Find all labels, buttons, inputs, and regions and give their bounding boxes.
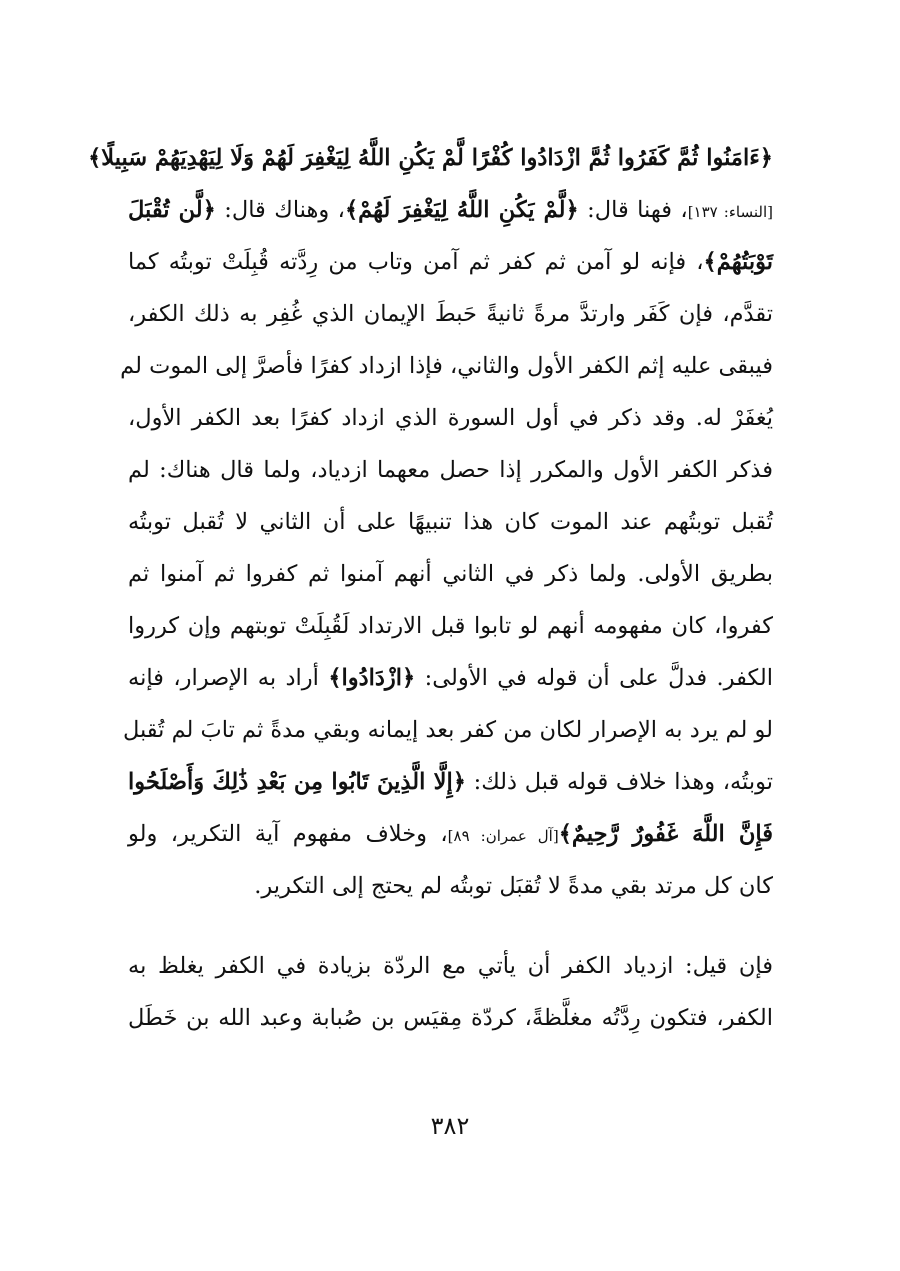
body-text — [88, 132, 773, 1044]
quran-verse: ﴿لَّمْ يَكُنِ اللَّهُ لِيَغْفِرَ لَهُمْ﴾ — [344, 197, 579, 223]
text-run: يُغفَرْ له. وقد ذكر في أول السورة الذي ازداد كفرًا بعد الكفر الأول، — [128, 405, 773, 431]
text-line — [128, 940, 773, 992]
verse-reference: [آل عمران: ٨٩] — [447, 827, 559, 845]
text-line — [120, 340, 773, 392]
text-run: الكفر، فتكون رِدَّتُه مغلَّظةً، كردّة مِقيَس بن صُبابة وعبد الله بن خَطَل — [128, 1005, 773, 1031]
text-line — [128, 236, 773, 288]
text-run: فيبقى عليه إثم الكفر الأول والثاني، فإذا ازداد كفرًا فأصرَّ إلى الموت لم — [120, 353, 773, 379]
text-line — [128, 652, 773, 704]
text-line — [122, 704, 773, 756]
text-run: الكفر. فدلَّ على أن قوله في الأولى: — [415, 665, 773, 691]
text-line — [128, 548, 773, 600]
text-line — [128, 992, 773, 1044]
text-run: لو لم يرد به الإصرار لكان من كفر بعد إيمانه وبقي مدةً ثم تابَ لم تُقبل — [122, 717, 773, 743]
text-line — [128, 600, 773, 652]
text-run: أراد به الإصرار، فإنه — [128, 665, 329, 691]
quran-verse: فَإِنَّ اللَّهَ غَفُورٌ رَّحِيمٌ﴾ — [558, 821, 773, 847]
text-run: توبتُه، وهذا خلاف قوله قبل ذلك: — [465, 769, 773, 795]
text-line — [128, 392, 773, 444]
text-run: كان كل مرتد بقي مدةً لا تُقبَل توبتُه لم يحتج إلى التكرير. — [254, 873, 773, 899]
text-line — [128, 184, 773, 236]
text-run: تقدَّم، فإن كَفَر وارتدَّ مرةً ثانيةً حَبطَ الإيمان الذي غُفِر به ذلك الكفر، — [128, 301, 773, 327]
page-number: ٣٨٢ — [430, 1112, 470, 1140]
text-line — [88, 132, 773, 184]
text-run: ، وخلاف مفهوم آية التكرير، ولو — [128, 821, 448, 847]
quran-verse: ﴿ءَامَنُوا ثُمَّ كَفَرُوا ثُمَّ ازْدَادُوا كُفْرًا لَّمْ يَكُنِ اللَّهُ لِيَغْفِرَ لَهُمْ وَلَا لِيَهْدِيَهُمْ سَبِيلًا﴾ — [88, 145, 773, 171]
text-line — [128, 808, 773, 860]
text-run: ، فإنه لو آمن ثم كفر ثم آمن وتاب من رِدَّته قُبِلَتْ توبتُه كما — [128, 249, 704, 275]
text-run: تُقبل توبتُهم عند الموت كان هذا تنبيهًا على أن الثاني لا تُقبل توبتُه — [128, 509, 773, 535]
text-run: كفروا، كان مفهومه أنهم لو تابوا قبل الارتداد لَقُبِلَتْ توبتهم وإن كرروا — [128, 613, 773, 639]
text-line — [128, 444, 773, 496]
quran-verse: ﴿ازْدَادُوا﴾ — [328, 665, 416, 691]
quran-verse: ﴿إِلَّا الَّذِينَ تَابُوا مِن بَعْدِ ذَٰلِكَ وَأَصْلَحُوا — [128, 769, 466, 795]
text-line — [128, 860, 773, 912]
text-line — [128, 288, 773, 340]
verse-reference: [النساء: ١٣٧] — [687, 203, 773, 221]
quran-verse: تَوْبَتُهُمْ﴾ — [703, 249, 773, 275]
text-line — [128, 496, 773, 548]
text-run: ، وهناك قال: — [215, 197, 345, 223]
text-line — [128, 756, 773, 808]
quran-verse: ﴿لَّن تُقْبَلَ — [128, 197, 216, 223]
text-run: بطريق الأولى. ولما ذكر في الثاني أنهم آمنوا ثم كفروا ثم آمنوا ثم — [128, 561, 773, 587]
text-run: فإن قيل: ازدياد الكفر أن يأتي مع الردّة بزيادة في الكفر يغلظ به — [128, 953, 773, 979]
paragraph-gap — [128, 912, 773, 940]
text-run: فذكر الكفر الأول والمكرر إذا حصل معهما ازدياد، ولما قال هناك: لم — [128, 457, 773, 483]
text-run: ، فهنا قال: — [578, 197, 688, 223]
